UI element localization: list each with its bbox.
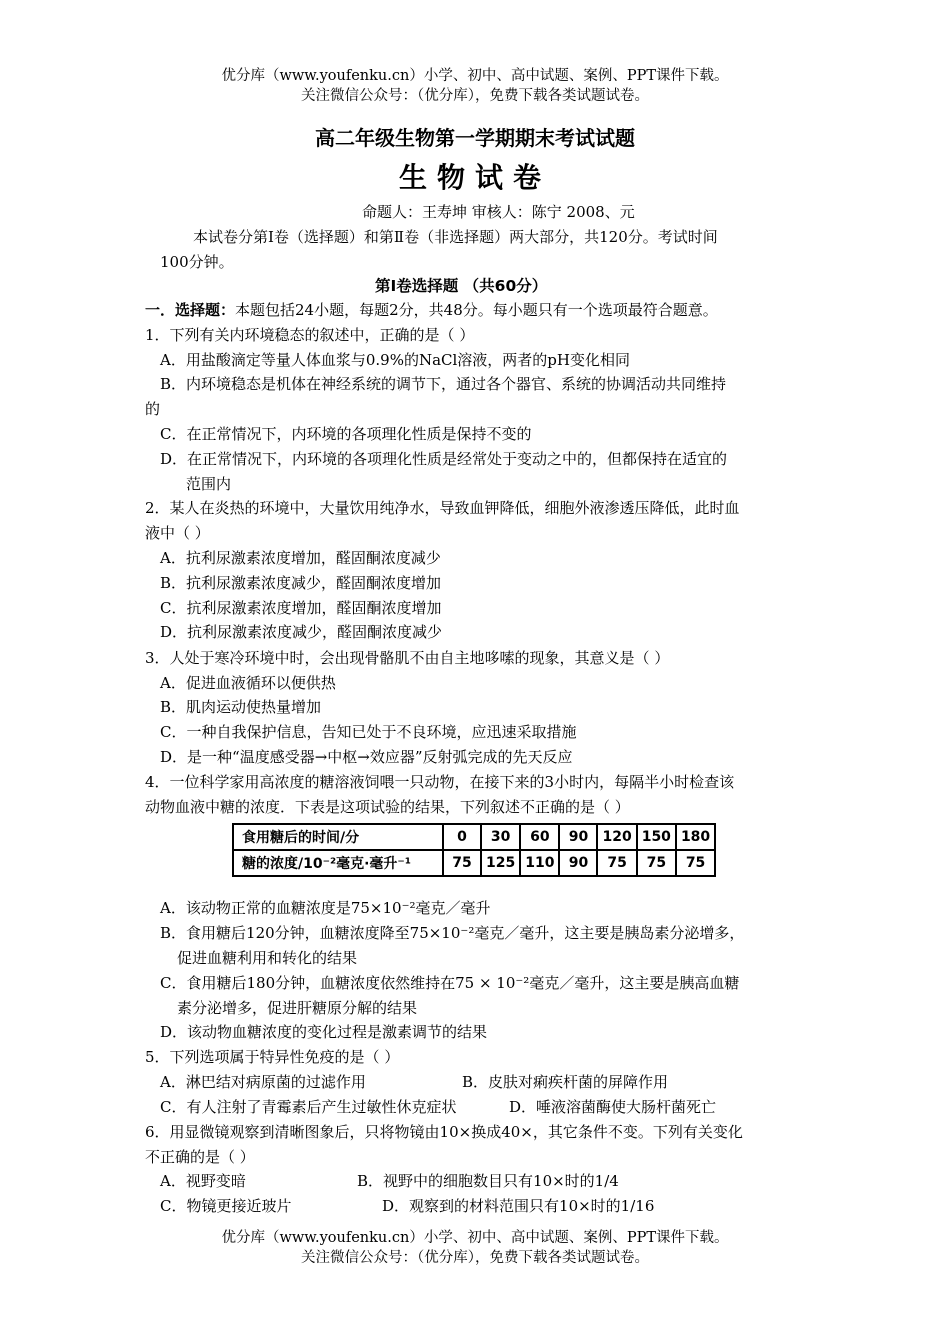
table-cell-value: 75 [443,850,481,876]
q2-stem: 2．某人在炎热的环境中，大量饮用纯净水，导致血钾降低，细胞外液渗透压降低，此时血 [145,499,740,517]
q6-option-c: C．物镜更接近玻片 [160,1197,292,1215]
table-cell-value: 125 [481,850,520,876]
q2-stem-cont: 液中（ ） [145,524,210,542]
q1-stem: 1．下列有关内环境稳态的叙述中，正确的是（ ） [145,326,475,344]
q1-option-d: D．在正常情况下，内环境的各项理化性质是经常处于变动之中的，但都保持在适宜的 [160,450,728,468]
q4-option-d: D．该动物血糖浓度的变化过程是激素调节的结果 [160,1023,488,1041]
intro-line-1: 本试卷分第Ⅰ卷（选择题）和第Ⅱ卷（非选择题）两大部分，共120分。考试时间 [193,228,718,246]
exam-subtitle: 生物试卷 [398,161,551,194]
footer-line-1: 优分库（www.youfenku.cn）小学、初中、高中试题、案例、PPT课件下载。 [221,1230,729,1246]
table-cell-time: 30 [481,824,520,850]
table-row [233,850,715,876]
section-instructions [145,300,718,320]
table-cell-time: 120 [597,824,636,850]
table-cell-value: 75 [597,850,636,876]
page-header [0,66,950,106]
q2-option-b: B．抗利尿激素浓度减少，醛固酮浓度增加 [160,574,442,592]
table-row [233,824,715,850]
q6-option-b: B．视野中的细胞数目只有10×时的1/4 [357,1172,619,1190]
q2-option-a: A．抗利尿激素浓度增加，醛固酮浓度减少 [160,549,441,567]
q4-option-c-cont: 素分泌增多，促进肝糖原分解的结果 [177,999,418,1017]
table-cell-time: 180 [676,824,715,850]
q4-option-c: C．食用糖后180分钟，血糖浓度依然维持在75 × 10⁻²毫克／毫升，这主要是胰高血糖 [160,974,740,992]
q6-stem-cont: 不正确的是（ ） [145,1148,255,1166]
q1-option-b-cont: 的 [145,400,161,418]
table-cell-value: 90 [559,850,597,876]
section-lead-text: 本题包括24小题，每题2分，共48分。每小题只有一个选项最符合题意。 [235,301,718,319]
q5-option-b: B．皮肤对痢疾杆菌的屏障作用 [462,1073,669,1091]
q1-option-d-cont: 范围内 [186,475,232,493]
q3-stem: 3．人处于寒冷环境中时，会出现骨骼肌不由自主地哆嗦的现象，其意义是（ ） [145,649,670,667]
q2-option-c: C．抗利尿激素浓度增加，醛固酮浓度增加 [160,599,442,617]
q5-stem: 5．下列选项属于特异性免疫的是（ ） [145,1048,400,1066]
authors-line: 命题人：王寿坤 审核人：陈宁 2008、元 [362,203,635,221]
q2-option-d: D．抗利尿激素浓度减少，醛固酮浓度减少 [160,623,443,641]
q1-option-a: A．用盐酸滴定等量人体血浆与0.9%的NaCl溶液，两者的pH变化相同 [160,351,630,369]
q5-option-c: C．有人注射了青霉素后产生过敏性休克症状 [160,1098,457,1116]
footer-line-2: 关注微信公众号：（优分库），免费下载各类试题试卷。 [301,1250,649,1266]
q3-option-d: D．是一种“温度感受器→中枢→效应器”反射弧完成的先天反应 [160,748,573,766]
table-cell-time: 60 [520,824,559,850]
table-cell-time: 90 [559,824,597,850]
table-cell-value: 75 [637,850,676,876]
q4-stem-cont: 动物血液中糖的浓度．下表是这项试验的结果，下列叙述不正确的是（ ） [145,798,630,816]
exam-title: 高二年级生物第一学期期末考试试题 [315,126,635,150]
q4-stem: 4．一位科学家用高浓度的糖溶液饲喂一只动物，在接下来的3小时内，每隔半小时检查该 [145,773,735,791]
section-title: 第Ⅰ卷选择题 （共60分） [375,277,548,295]
header-line-2: 关注微信公众号：（优分库），免费下载各类试题试卷。 [301,88,649,104]
table-cell-time: 150 [637,824,676,850]
q4-option-b: B．食用糖后120分钟，血糖浓度降至75×10⁻²毫克／毫升，这主要是胰岛素分泌增多， [160,924,745,942]
q1-option-c: C．在正常情况下，内环境的各项理化性质是保持不变的 [160,425,532,443]
q1-option-b: B．内环境稳态是机体在神经系统的调节下，通过各个器官、系统的协调活动共同维持 [160,375,727,393]
table-header-concentration: 糖的浓度/10⁻²毫克·毫升⁻¹ [233,850,443,876]
q6-option-d: D．观察到的材料范围只有10×时的1/16 [382,1197,655,1215]
header-line-1: 优分库（www.youfenku.cn）小学、初中、高中试题、案例、PPT课件下载。 [221,68,729,84]
glucose-table [232,823,716,877]
q6-stem: 6．用显微镜观察到清晰图象后，只将物镜由10×换成40×，其它条件不变。下列有关变化 [145,1123,743,1141]
page-footer [0,1228,950,1268]
q5-option-a: A．淋巴结对病原菌的过滤作用 [160,1073,366,1091]
q5-option-d: D．唾液溶菌酶使大肠杆菌死亡 [509,1098,717,1116]
table-header-time: 食用糖后的时间/分 [233,824,443,850]
q3-option-c: C．一种自我保护信息，告知已处于不良环境，应迅速采取措施 [160,723,577,741]
section-lead-bold: 一．选择题： [145,301,236,319]
table-cell-time: 0 [443,824,481,850]
table-cell-value: 110 [520,850,559,876]
q3-option-a: A．促进血液循环以便供热 [160,674,336,692]
q4-option-a: A．该动物正常的血糖浓度是75×10⁻²毫克／毫升 [160,899,491,917]
q4-option-b-cont: 促进血糖利用和转化的结果 [177,949,358,967]
table-cell-value: 75 [676,850,715,876]
intro-line-2: 100分钟。 [160,253,234,271]
q3-option-b: B．肌肉运动使热量增加 [160,698,322,716]
q6-option-a: A．视野变暗 [160,1172,246,1190]
